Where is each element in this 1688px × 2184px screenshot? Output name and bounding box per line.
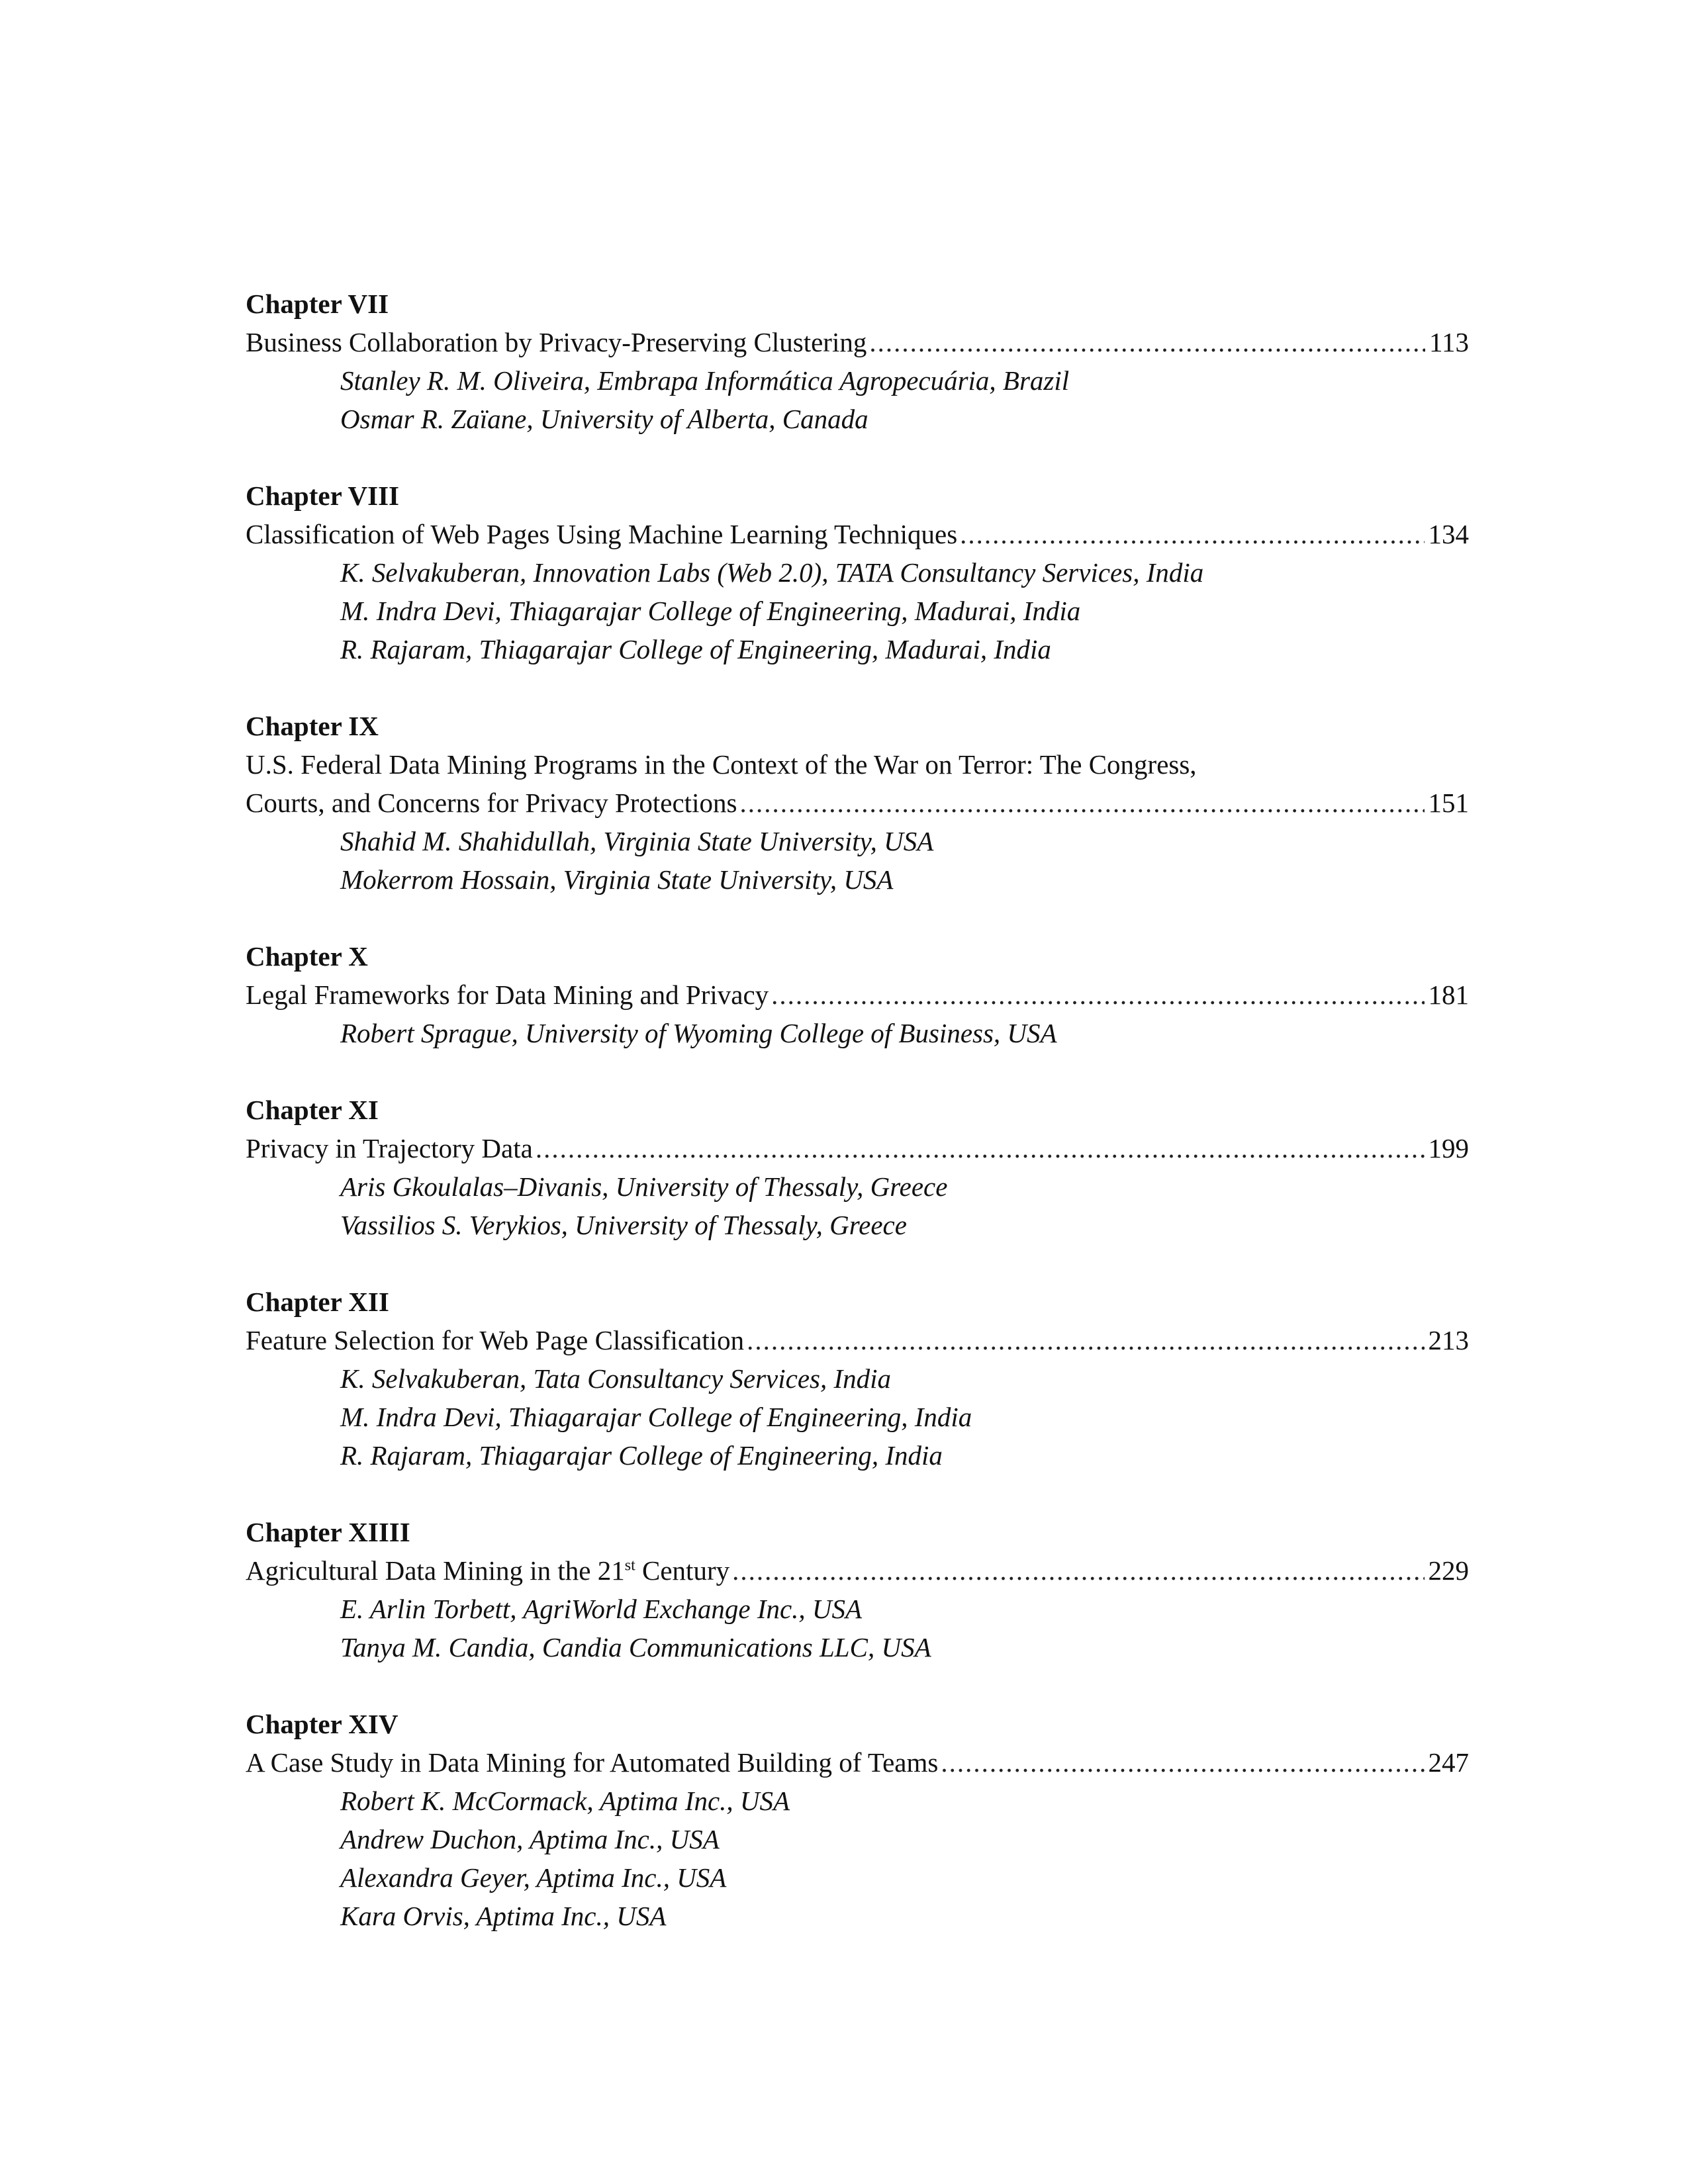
chapter-title-row	[246, 976, 1469, 1014]
chapter-title: Feature Selection for Web Page Classification	[246, 1325, 745, 1355]
dot-leader	[747, 1321, 1424, 1359]
chapter-author: Robert K. McCormack, Aptima Inc., USA	[340, 1786, 790, 1816]
table-of-contents	[246, 285, 1469, 1974]
toc-entry-chapter-ix[interactable]	[246, 707, 1469, 899]
chapter-label: Chapter VII	[246, 289, 389, 319]
chapter-author: Alexandra Geyer, Aptima Inc., USA	[340, 1862, 727, 1893]
chapter-title-end: Century	[635, 1555, 730, 1586]
toc-entry-chapter-xiii[interactable]	[246, 1513, 1469, 1666]
toc-entry-chapter-viii[interactable]	[246, 477, 1469, 668]
chapter-title-row	[246, 1321, 1469, 1359]
chapter-title: Legal Frameworks for Data Mining and Privacy	[246, 979, 769, 1010]
page-number: 134	[1428, 519, 1469, 549]
chapter-title-row	[246, 1129, 1469, 1167]
chapter-title: A Case Study in Data Mining for Automated Building of Teams	[246, 1747, 939, 1778]
chapter-title: Business Collaboration by Privacy-Preserving Clustering	[246, 327, 867, 357]
chapter-author: Tanya M. Candia, Candia Communications LLC, USA	[340, 1632, 931, 1662]
page-number: 181	[1428, 979, 1469, 1010]
chapter-title-row	[246, 515, 1469, 553]
dot-leader	[941, 1743, 1424, 1782]
chapter-author: K. Selvakuberan, Innovation Labs (Web 2.0), TATA Consultancy Services, India	[340, 557, 1204, 588]
chapter-author: Vassilios S. Verykios, University of Thessaly, Greece	[340, 1210, 907, 1240]
chapter-author: Osmar R. Zaïane, University of Alberta, Canada	[340, 404, 868, 434]
chapter-title-row	[246, 1743, 1469, 1782]
page-number: 247	[1428, 1747, 1469, 1778]
chapter-title-line: U.S. Federal Data Mining Programs in the Context of the War on Terror: The Congress,	[246, 749, 1197, 780]
toc-entry-chapter-xi[interactable]	[246, 1091, 1469, 1244]
chapter-title-row	[246, 784, 1469, 822]
dot-leader	[732, 1551, 1424, 1590]
page-number: 113	[1429, 327, 1469, 357]
dot-leader	[869, 323, 1425, 361]
chapter-author: Mokerrom Hossain, Virginia State University, USA	[340, 864, 894, 895]
chapter-label: Chapter XIV	[246, 1709, 399, 1739]
toc-entry-chapter-xii[interactable]	[246, 1283, 1469, 1475]
chapter-author: Stanley R. M. Oliveira, Embrapa Informática Agropecuária, Brazil	[340, 365, 1070, 396]
chapter-author: M. Indra Devi, Thiagarajar College of Engineering, Madurai, India	[340, 596, 1081, 626]
chapter-author: Robert Sprague, University of Wyoming College of Business, USA	[340, 1018, 1057, 1048]
page-number: 229	[1428, 1555, 1469, 1586]
chapter-title-main: Agricultural Data Mining in the 21	[246, 1555, 625, 1586]
chapter-author: R. Rajaram, Thiagarajar College of Engineering, India	[340, 1440, 943, 1471]
chapter-title-row	[246, 323, 1469, 361]
chapter-author: M. Indra Devi, Thiagarajar College of Engineering, India	[340, 1402, 972, 1432]
toc-entry-chapter-x[interactable]	[246, 937, 1469, 1052]
chapter-title: Courts, and Concerns for Privacy Protections	[246, 788, 737, 818]
chapter-author: R. Rajaram, Thiagarajar College of Engineering, Madurai, India	[340, 634, 1051, 664]
chapter-author: E. Arlin Torbett, AgriWorld Exchange Inc., USA	[340, 1594, 863, 1624]
chapter-author: Aris Gkoulalas–Divanis, University of Thessaly, Greece	[340, 1171, 948, 1202]
dot-leader	[739, 784, 1424, 822]
chapter-author: Kara Orvis, Aptima Inc., USA	[340, 1901, 667, 1931]
chapter-label: Chapter XII	[246, 1287, 389, 1317]
page-number: 151	[1428, 788, 1469, 818]
dot-leader	[960, 515, 1424, 553]
chapter-label: Chapter XIIII	[246, 1517, 410, 1547]
chapter-title: Classification of Web Pages Using Machine Learning Techniques	[246, 519, 958, 549]
ordinal-suffix: st	[624, 1557, 635, 1574]
chapter-title-row	[246, 1551, 1469, 1590]
page-number: 213	[1428, 1325, 1469, 1355]
toc-entry-chapter-vii[interactable]	[246, 285, 1469, 438]
chapter-label: Chapter XI	[246, 1095, 379, 1125]
chapter-title: Privacy in Trajectory Data	[246, 1133, 533, 1163]
chapter-author: K. Selvakuberan, Tata Consultancy Services, India	[340, 1363, 892, 1394]
dot-leader	[536, 1129, 1425, 1167]
chapter-label: Chapter VIII	[246, 480, 400, 511]
toc-entry-chapter-xiv[interactable]	[246, 1705, 1469, 1935]
chapter-author: Shahid M. Shahidullah, Virginia State University, USA	[340, 826, 934, 856]
chapter-label: Chapter X	[246, 941, 368, 972]
chapter-title	[246, 1551, 729, 1590]
chapter-label: Chapter IX	[246, 711, 379, 741]
dot-leader	[771, 976, 1424, 1014]
chapter-author: Andrew Duchon, Aptima Inc., USA	[340, 1824, 720, 1854]
page-number: 199	[1428, 1133, 1469, 1163]
